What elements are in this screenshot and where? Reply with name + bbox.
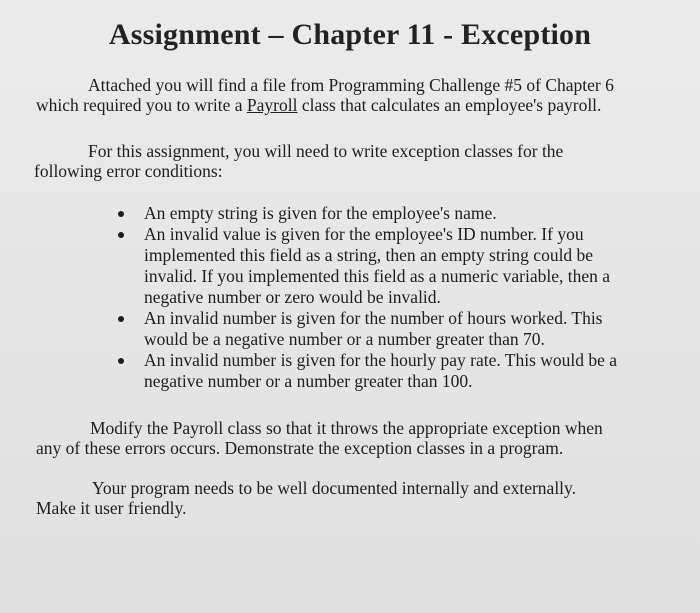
instructions-line-1: For this assignment, you will need to write exception classes for the	[88, 141, 564, 161]
error-conditions-list	[112, 203, 617, 392]
intro-paragraph	[36, 75, 614, 115]
intro-line-1: Attached you will find a file from Programming Challenge #5 of Chapter 6	[88, 75, 614, 95]
modify-line-1: Modify the Payroll class so that it throws the appropriate exception when	[90, 418, 603, 438]
list-item-text: invalid. If you implemented this field as a numeric variable, then a	[144, 266, 611, 286]
list-item-text: An empty string is given for the employee's name.	[144, 203, 497, 223]
documentation-line-2: Make it user friendly.	[36, 498, 187, 518]
list-item-text: negative number or zero would be invalid.	[144, 287, 441, 307]
intro-line-2	[36, 95, 614, 115]
bullet-icon	[118, 232, 124, 238]
list-item	[112, 203, 617, 224]
list-item-text: An invalid value is given for the employee's ID number. If you	[144, 224, 584, 244]
modify-line-2: any of these errors occurs. Demonstrate the exception classes in a program.	[36, 438, 564, 458]
list-item	[112, 308, 617, 350]
instructions-paragraph	[34, 141, 563, 181]
bullet-icon	[118, 316, 124, 322]
instructions-line-2: following error conditions:	[34, 161, 223, 181]
list-item-text: An invalid number is given for the hourly pay rate. This would be a	[144, 350, 618, 370]
list-item-text: implemented this field as a string, then an empty string could be	[144, 245, 594, 265]
intro-line-2-end: class that calculates an employee's payroll.	[297, 95, 602, 115]
intro-line-2-start: which required you to write a	[36, 95, 247, 115]
documentation-paragraph	[36, 478, 576, 518]
bullet-icon	[118, 211, 124, 217]
modify-paragraph	[36, 418, 603, 458]
list-item-text: negative number or a number greater than 100.	[144, 371, 473, 391]
list-item	[112, 350, 617, 392]
documentation-line-1: Your program needs to be well documented internally and externally.	[92, 478, 577, 498]
list-item	[112, 224, 617, 308]
document-title: Assignment – Chapter 11 - Exception	[108, 18, 592, 51]
list-item-text: An invalid number is given for the number of hours worked. This	[144, 308, 603, 328]
bullet-icon	[118, 358, 124, 364]
payroll-link-text: Payroll	[246, 95, 298, 115]
list-item-text: would be a negative number or a number greater than 70.	[144, 329, 545, 349]
